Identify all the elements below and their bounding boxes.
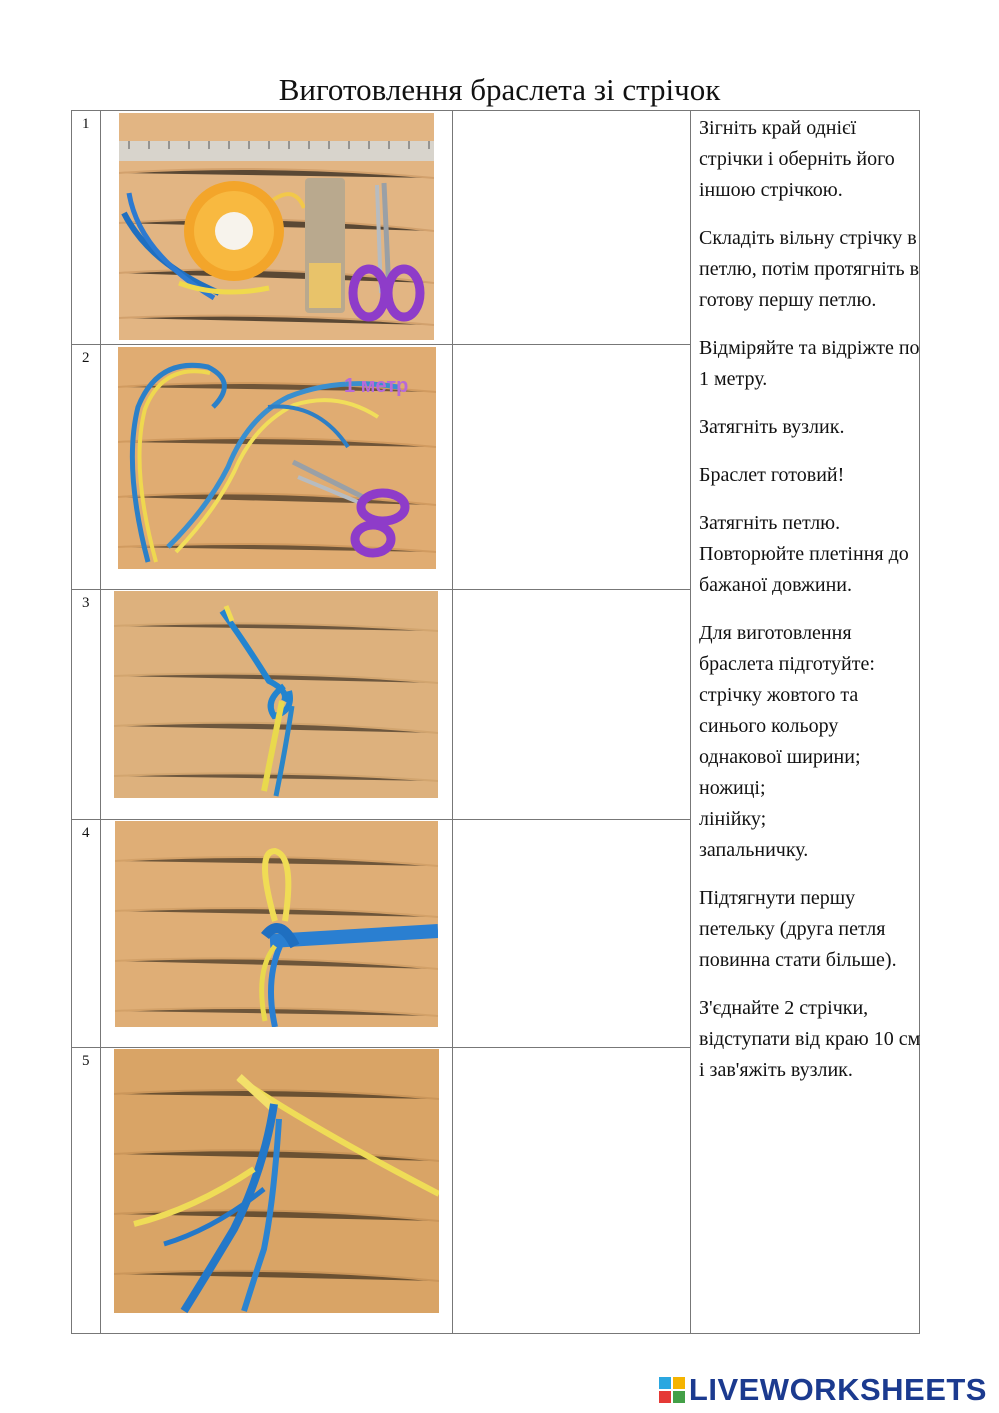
row-divider — [72, 819, 690, 820]
photo-start-knot — [114, 1049, 439, 1313]
instruction-item[interactable]: Відміряйте та відріжте по 1 метру. — [699, 337, 920, 390]
row-number: 3 — [82, 595, 90, 611]
page-title: Виготовлення браслета зі стрічок — [278, 72, 721, 107]
answer-box-2[interactable] — [454, 346, 690, 588]
instruction-item[interactable]: Затягніть вузлик. — [699, 416, 845, 438]
answer-box-3[interactable] — [454, 591, 690, 818]
table-divider — [452, 111, 453, 1333]
worksheet-table — [71, 110, 920, 1334]
row-divider — [72, 1047, 690, 1048]
answer-box-5[interactable] — [454, 1049, 690, 1333]
footer-logo — [659, 1372, 987, 1408]
row-number: 4 — [82, 825, 90, 841]
row-number: 5 — [82, 1053, 90, 1069]
instruction-item[interactable]: Підтягнути першу петельку (друга петля повинна стати більше). — [699, 887, 897, 971]
photo-materials — [119, 113, 434, 340]
instruction-item[interactable]: Для виготовлення браслета підготуйте: стрічку жовтого та синього кольору однакової ширини; ножиці; лінійку; запальничку. — [699, 622, 875, 861]
row-number: 2 — [82, 350, 90, 366]
answer-box-4[interactable] — [454, 821, 690, 1046]
photo-ribbons-measured — [118, 347, 436, 569]
table-divider — [100, 111, 101, 1333]
instruction-item[interactable]: Складіть вільну стрічку в петлю, потім протягніть в готову першу петлю. — [699, 227, 920, 311]
instruction-item[interactable]: Затягніть петлю. Повторюйте плетіння до бажаної довжини. — [699, 512, 909, 596]
liveworksheets-logo-icon — [659, 1377, 685, 1403]
instruction-item[interactable]: Браслет готовий! — [699, 464, 845, 486]
answer-box-1[interactable] — [454, 113, 690, 343]
footer-brand: LIVEWORKSHEETS — [688, 1372, 987, 1407]
row-number: 1 — [82, 116, 90, 132]
photo-caption: 1 метр — [344, 375, 409, 397]
instruction-item[interactable]: З'єднайте 2 стрічки, відступати від краю 10 см і зав'яжіть вузлик. — [699, 997, 921, 1081]
instruction-list — [699, 113, 921, 1103]
photo-knot — [114, 591, 438, 798]
table-divider — [690, 111, 691, 1333]
row-divider — [72, 589, 690, 590]
row-divider — [72, 344, 690, 345]
photo-loops — [115, 821, 438, 1027]
instruction-item[interactable]: Зігніть край однієї стрічки і оберніть його іншою стрічкою. — [699, 117, 895, 201]
